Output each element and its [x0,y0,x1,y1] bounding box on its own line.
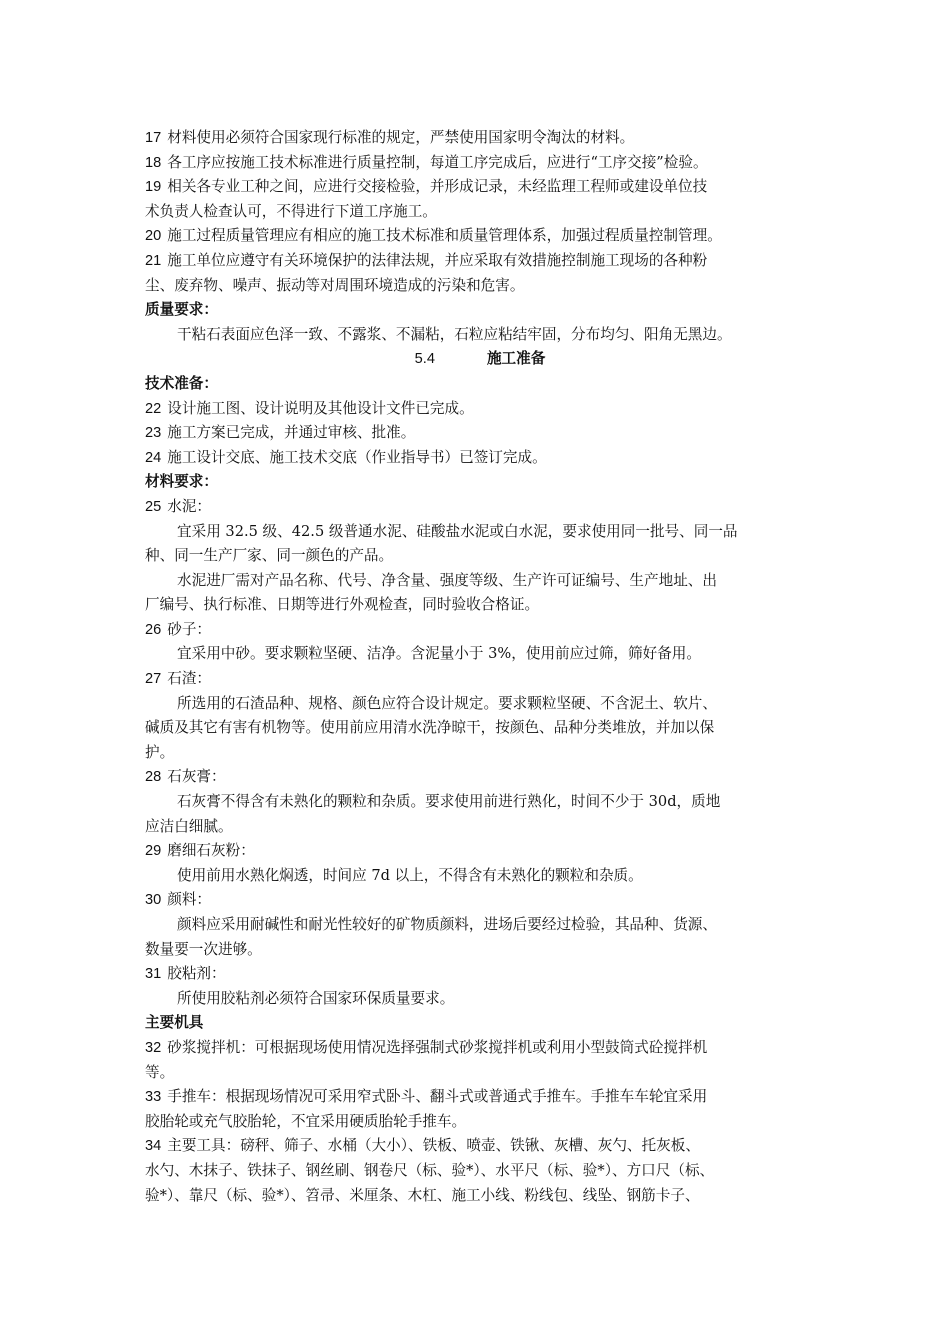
document-body [145,126,815,1208]
quality-heading: 质量要求： [145,302,218,319]
item-number: 30 [145,892,162,909]
tech-heading: 技术准备： [145,375,218,392]
paragraph-line [145,249,815,274]
item-number: 25 [145,498,162,515]
item-text: 相关各专业工种之间，应进行交接检验，并形成记录，未经监理工程师或建设单位技 [167,178,708,196]
document-page [145,126,815,1208]
paragraph-line [145,126,815,151]
item-text: 施工设计交底、施工技术交底（作业指导书）已签订完成。 [167,448,547,466]
paragraph-line [145,1061,815,1086]
item-number: 23 [145,425,162,442]
material-name: 石渣： [167,670,212,688]
item-text: 施工过程质量管理应有相应的施工技术标准和质量管理体系，加强过程质量控制管理。 [167,227,722,245]
item-number: 31 [145,966,162,983]
paragraph-line: 宜采用 32.5 级、42.5 级普通水泥、硅酸盐水泥或白水泥，要求使用同一批号、同一品 [177,522,738,540]
material-item [145,765,815,790]
paragraph-line: 颜料应采用耐碱性和耐光性较好的矿物质颜料，进场后要经过检验，其品种、货源、 [177,916,717,933]
section-number: 5.4 [414,351,435,368]
material-item [145,888,815,913]
paragraph-line: 宜采用中砂。要求颗粒坚硬、洁净。含泥量小于 3%，使用前应过筛，筛好备用。 [177,645,701,663]
paragraph-line: 水泥进厂需对产品名称、代号、净含量、强度等级、生产许可证编号、生产地址、出 [177,571,717,589]
item-number: 20 [145,228,162,245]
material-name: 砂子： [167,620,212,638]
paragraph-line: 碱质及其它有害有机物等。使用前应用清水洗净晾干，按颜色、品种分类堆放，并加以保 [145,719,715,737]
material-name: 磨细石灰粉： [167,842,255,860]
material-heading: 材料要求： [145,474,218,491]
item-number: 33 [145,1089,162,1106]
item-text: 材料使用必须符合国家现行标准的规定，严禁使用国家明令淘汰的材料。 [167,129,635,146]
paragraph-line [145,175,815,200]
item-text: 验*）、靠尺（标、验*）、笤帚、米厘条、木杠、施工小线、粉线包、线坠、钢筋卡子、 [145,1186,700,1204]
item-text: 等。 [145,1063,175,1081]
paragraph-line: 应洁白细腻。 [145,817,233,835]
item-text: 胶胎轮或充气胶胎轮，不宜采用硬质胎轮手推车。 [145,1112,467,1130]
paragraph-line [145,224,815,249]
paragraph-line: 所选用的石渣品种、规格、颜色应符合设计规定。要求颗粒坚硬、不含泥土、软片、 [177,694,717,712]
item-text: 术负责人检查认可，不得进行下道工序施工。 [145,202,437,220]
paragraph-line: 使用前用水熟化焖透，时间应 7d 以上，不得含有未熟化的颗粒和杂质。 [177,866,643,884]
material-name: 石灰膏： [167,768,226,786]
paragraph-line: 石灰膏不得含有未熟化的颗粒和杂质。要求使用前进行熟化，时间不少于 30d，质地 [177,793,721,811]
item-text: 砂浆搅拌机：可根据现场使用情况选择强制式砂浆搅拌机或利用小型鼓筒式砼搅拌机 [167,1038,708,1056]
tech-item [145,397,815,422]
tech-item [145,421,815,446]
item-number: 29 [145,843,162,860]
material-item [145,667,815,692]
item-number: 32 [145,1039,162,1056]
item-number: 22 [145,400,162,417]
item-number: 24 [145,449,162,466]
paragraph-line [145,200,815,225]
item-number: 21 [145,252,162,269]
paragraph-line [145,151,815,176]
material-name: 胶粘剂： [167,965,226,983]
item-text: 设计施工图、设计说明及其他设计文件已完成。 [167,399,474,417]
material-item [145,962,815,987]
paragraph-line [145,1036,815,1061]
paragraph-line: 护。 [145,743,175,761]
paragraph-line: 厂编号、执行标准、日期等进行外观检查，同时验收合格证。 [145,596,540,614]
item-number: 18 [145,154,162,171]
item-number: 34 [145,1138,162,1155]
paragraph-line: 所使用胶粘剂必须符合国家环保质量要求。 [177,989,455,1007]
item-text: 施工方案已完成，并通过审核、批准。 [167,424,416,442]
item-number: 28 [145,769,162,786]
material-name: 水泥： [167,497,212,515]
quality-text: 干粘石表面应色泽一致、不露浆、不漏粘，石粒应粘结牢固，分布均匀、阳角无黑边。 [177,325,732,343]
item-number: 19 [145,179,162,196]
paragraph-line [145,1184,815,1209]
material-item [145,495,815,520]
item-number: 26 [145,621,162,638]
item-number: 17 [145,130,162,146]
paragraph-line: 数量要一次进够。 [145,940,262,958]
item-text: 尘、废弃物、噪声、振动等对周围环境造成的污染和危害。 [145,276,525,294]
item-text: 施工单位应遵守有关环境保护的法律法规，并应采取有效措施控制施工现场的各种粉 [167,251,708,269]
tech-item [145,446,815,471]
paragraph-line [145,1110,815,1135]
paragraph-line [145,1085,815,1110]
material-item [145,618,815,643]
paragraph-line [145,1159,815,1184]
material-name: 颜料： [167,891,212,909]
material-item [145,839,815,864]
item-text: 主要工具：磅秤、筛子、水桶（大小）、铁板、喷壶、铁锹、灰槽、灰勺、托灰板、 [167,1137,700,1155]
section-title [145,347,815,372]
machine-heading: 主要机具 [145,1015,204,1032]
section-name: 施工准备 [486,351,546,368]
item-text: 各工序应按施工技术标准进行质量控制，每道工序完成后，应进行“工序交接”检验。 [167,153,708,171]
item-text: 水勺、木抹子、铁抹子、钢丝刷、钢卷尺（标、验*）、水平尺（标、验*）、方口尺（标、 [145,1161,715,1179]
paragraph-line: 种、同一生产厂家、同一颜色的产品。 [145,547,394,565]
paragraph-line [145,274,815,299]
item-text: 手推车：根据现场情况可采用窄式卧斗、翻斗式或普通式手推车。手推车车轮宜采用 [167,1088,708,1106]
item-number: 27 [145,671,162,688]
paragraph-line [145,1134,815,1159]
